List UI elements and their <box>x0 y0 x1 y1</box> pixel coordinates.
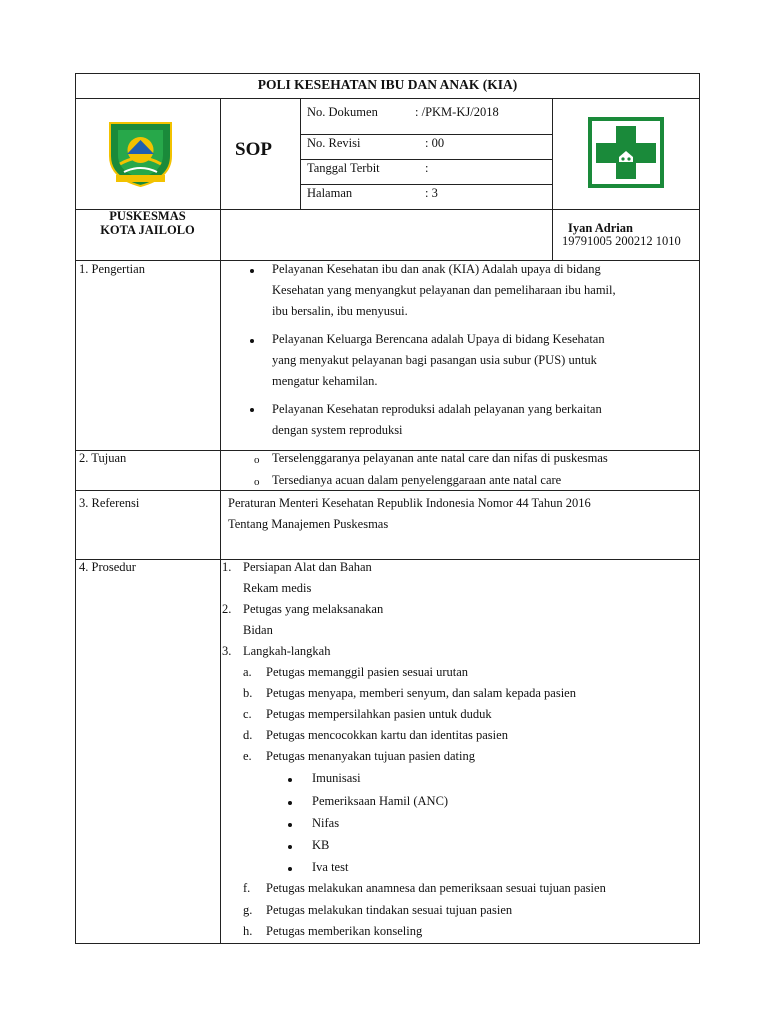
definition-item-1-line-3: ibu bersalin, ibu menyusui. <box>272 304 408 318</box>
purpose-item-5: Iva test <box>312 860 349 874</box>
doc-number-value: : /PKM-KJ/2018 <box>415 105 499 119</box>
substep-a-text: Petugas memanggil pasien sesuai urutan <box>266 665 469 679</box>
page-value: : 3 <box>425 186 438 200</box>
substep-e-text: Petugas menanyakan tujuan pasien dating <box>266 749 475 763</box>
reference-line-1: Peraturan Menteri Kesehatan Republik Indonesia Nomor 44 Tahun 2016 <box>228 496 591 510</box>
substep-b-number: b. <box>243 686 253 700</box>
step-2-detail: Bidan <box>243 623 273 637</box>
purpose-item-2: Pemeriksaan Hamil (ANC) <box>312 794 449 808</box>
revision-label: No. Revisi <box>307 136 361 150</box>
substep-a-number: a. <box>243 665 252 679</box>
org-name-line1: PUSKESMAS <box>109 209 186 223</box>
substep-b-text: Petugas menyapa, memberi senyum, dan salam kepada pasien <box>266 686 576 700</box>
bullet-icon <box>250 269 254 273</box>
substep-f-number: f. <box>243 881 251 895</box>
org-name-line2: KOTA JAILOLO <box>100 223 195 237</box>
step-3-title: Langkah-langkah <box>243 644 331 658</box>
step-1-number: 1. <box>222 560 232 574</box>
issue-date-label: Tanggal Terbit <box>307 161 380 175</box>
sop-label: SOP <box>235 139 272 160</box>
bullet-icon <box>250 339 254 343</box>
ring-bullet-icon: o <box>254 454 260 466</box>
ring-bullet-icon: o <box>254 476 260 488</box>
substep-h-text: Petugas memberikan konseling <box>266 924 423 938</box>
bullet-icon <box>288 845 292 849</box>
purpose-item-3: Nifas <box>312 816 340 830</box>
section-prosedur-label: 4. Prosedur <box>79 560 136 574</box>
substep-c-text: Petugas mempersilahkan pasien untuk duduk <box>266 707 492 721</box>
objective-item-2: Tersedianya acuan dalam penyelenggaraan ante natal care <box>272 473 562 487</box>
section-tujuan-label: 2. Tujuan <box>79 451 127 465</box>
bullet-icon <box>288 778 292 782</box>
revision-value: : 00 <box>425 136 445 150</box>
signer-nip: 19791005 200212 1010 <box>562 234 681 248</box>
definition-item-1-line-2: Kesehatan yang menyangkut pelayanan dan pemeliharaan ibu hamil, <box>272 283 616 297</box>
substep-f-text: Petugas melakukan anamnesa dan pemeriksaan sesuai tujuan pasien <box>266 881 606 895</box>
objective-item-1: Terselenggaranya pelayanan ante natal care dan nifas di puskesmas <box>272 451 608 465</box>
substep-d-text: Petugas mencocokkan kartu dan identitas pasien <box>266 728 508 742</box>
substep-h-number: h. <box>243 924 253 938</box>
definition-item-2-line-3: mengatur kehamilan. <box>272 374 378 388</box>
doc-number-label: No. Dokumen <box>307 105 378 119</box>
bullet-icon <box>288 801 292 805</box>
purpose-item-4: KB <box>312 838 330 852</box>
document-title: POLI KESEHATAN IBU DAN ANAK (KIA) <box>257 77 518 92</box>
definition-item-2-line-2: yang menyakut pelayanan bagi pasangan usia subur (PUS) untuk <box>272 353 597 367</box>
substep-g-text: Petugas melakukan tindakan sesuai tujuan pasien <box>266 903 513 917</box>
issue-date-value: : <box>425 161 429 175</box>
purpose-item-1: Imunisasi <box>312 771 361 785</box>
step-1-title: Persiapan Alat dan Bahan <box>243 560 372 574</box>
substep-c-number: c. <box>243 707 252 721</box>
definition-item-2-line-1: Pelayanan Keluarga Berencana adalah Upaya di bidang Kesehatan <box>272 332 605 346</box>
reference-line-2: Tentang Manajemen Puskesmas <box>228 517 389 531</box>
signer-name: Iyan Adrian <box>568 221 633 235</box>
bullet-icon <box>288 823 292 827</box>
substep-d-number: d. <box>243 728 253 742</box>
substep-e-number: e. <box>243 749 252 763</box>
definition-item-3-line-1: Pelayanan Kesehatan reproduksi adalah pelayanan yang berkaitan <box>272 402 602 416</box>
step-3-number: 3. <box>222 644 232 658</box>
substep-g-number: g. <box>243 903 253 917</box>
bullet-icon <box>250 408 254 412</box>
step-2-title: Petugas yang melaksanakan <box>243 602 384 616</box>
definition-item-1-line-1: Pelayanan Kesehatan ibu dan anak (KIA) Adalah upaya di bidang <box>272 262 601 276</box>
step-1-detail: Rekam medis <box>243 581 312 595</box>
sop-document <box>75 73 700 944</box>
section-referensi-label: 3. Referensi <box>79 496 140 510</box>
definition-item-3-line-2: dengan system reproduksi <box>272 423 403 437</box>
bullet-icon <box>288 867 292 871</box>
section-pengertian-label: 1. Pengertian <box>79 262 145 276</box>
regional-emblem-logo <box>104 120 177 188</box>
page-label: Halaman <box>307 186 353 200</box>
step-2-number: 2. <box>222 602 232 616</box>
puskesmas-cross-logo <box>586 116 666 189</box>
